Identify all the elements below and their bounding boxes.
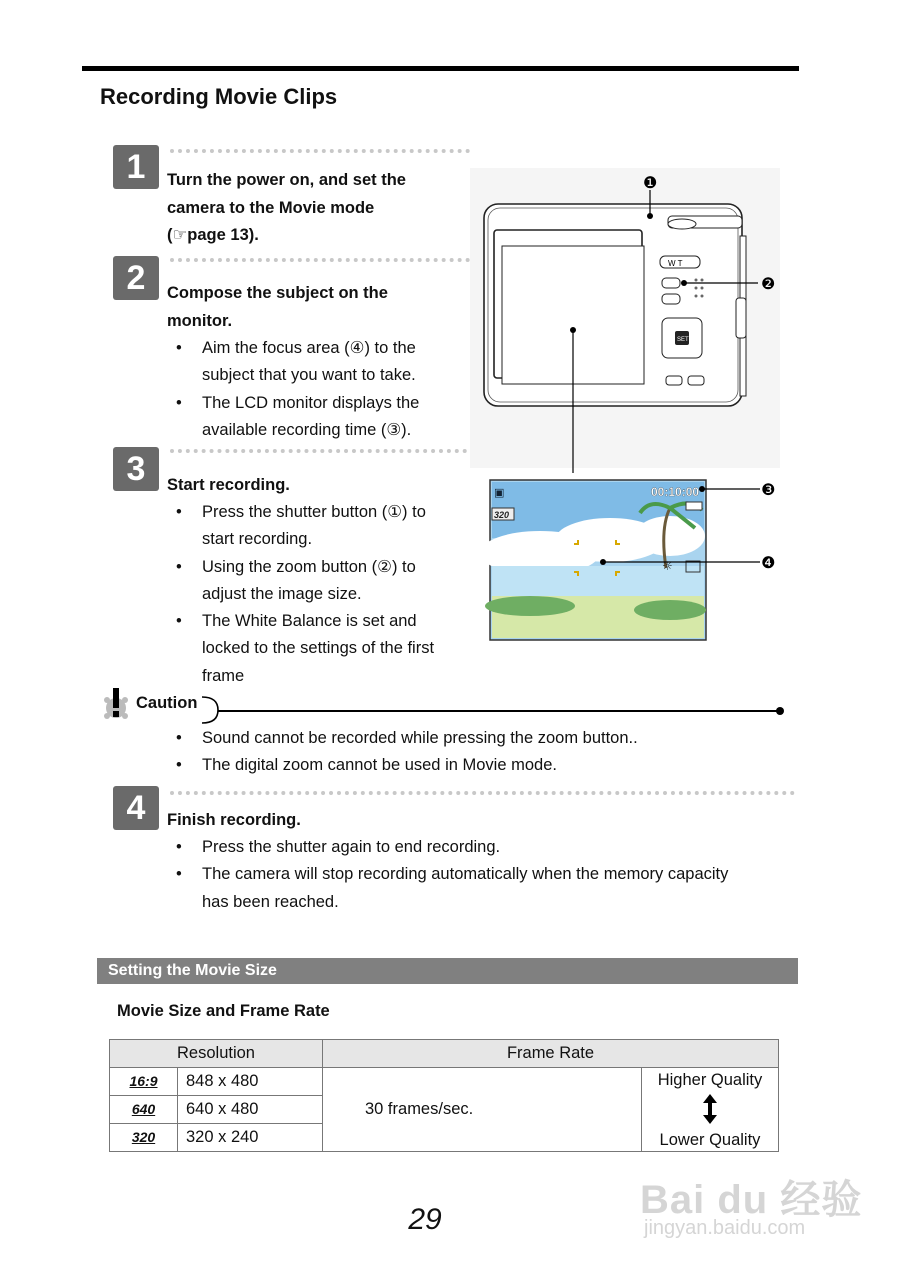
caution-icon	[104, 686, 132, 727]
size-640-icon: 640	[131, 1101, 156, 1117]
list-item: • Sound cannot be recorded while pressing the zoom button..	[168, 725, 788, 752]
size-320-icon: 320	[131, 1129, 156, 1145]
svg-text:320: 320	[494, 510, 510, 520]
movie-size-table	[109, 1039, 779, 1152]
step-number-2: 2	[113, 256, 159, 300]
step-number-3: 3	[113, 447, 159, 491]
list-item: • The White Balance is set and locked to the settings of the first frame	[168, 608, 468, 690]
header-resolution: Resolution	[110, 1040, 323, 1068]
table-row: 640 640 x 480	[110, 1096, 779, 1124]
list-item: • Press the shutter again to end recording.	[168, 834, 788, 861]
step-2-title: Compose the subject on the monitor.	[167, 284, 388, 330]
step-divider	[170, 258, 470, 262]
step-3-bullets	[168, 499, 468, 690]
caution-label: Caution	[136, 694, 198, 712]
table-header-row	[110, 1040, 779, 1068]
size-16-9-icon: 16:9	[129, 1073, 158, 1089]
list-item: • Using the zoom button (②) to adjust the image size.	[168, 554, 468, 609]
table-row: 16:9 848 x 480 30 frames/sec. Higher Quality Lower Quality	[110, 1068, 779, 1096]
video-camera-icon: ▣	[494, 486, 505, 499]
frame-rate-cell: 30 frames/sec.	[323, 1068, 642, 1152]
step-divider	[170, 449, 475, 453]
callout-4: ❹	[761, 553, 776, 572]
watermark-logo: Bai du 经验	[640, 1178, 863, 1222]
page-number: 29	[408, 1203, 442, 1236]
section-subheading: Movie Size and Frame Rate	[117, 1002, 330, 1020]
svg-text:00:10:00: 00:10:00	[651, 485, 700, 499]
caution-bullets	[168, 725, 788, 780]
header-rule	[82, 66, 799, 71]
hand-pointer-icon: ☞	[172, 226, 188, 244]
list-item: • The camera will stop recording automatically when the memory capacity has been reached.	[168, 861, 788, 916]
step-number-4: 4	[113, 786, 159, 830]
up-down-arrow-icon	[700, 1092, 720, 1131]
list-item: • The digital zoom cannot be used in Movie mode.	[168, 752, 788, 779]
step-1-title: Turn the power on, and set the camera to the Movie mode (☞page 13).	[167, 171, 406, 244]
step-4-title: Finish recording.	[167, 811, 301, 829]
step-divider	[170, 791, 795, 795]
step-3-title: Start recording.	[167, 476, 290, 494]
white-balance-icon: ☼	[662, 559, 673, 573]
callout-2: ❷	[761, 274, 776, 293]
step-number-1: 1	[113, 145, 159, 189]
step-2-bullets	[168, 335, 468, 444]
header-frame-rate: Frame Rate	[323, 1040, 779, 1068]
list-item: • The LCD monitor displays the available recording time (③).	[168, 390, 468, 445]
watermark-url: jingyan.baidu.com	[644, 1217, 806, 1239]
callout-1: ❶	[643, 173, 658, 192]
list-item: • Aim the focus area (④) to the subject that you want to take.	[168, 335, 468, 390]
quality-cell: Higher Quality Lower Quality	[642, 1068, 779, 1152]
section-header: Setting the Movie Size	[97, 958, 798, 984]
page-title: Recording Movie Clips	[100, 84, 338, 109]
step-divider	[170, 149, 470, 153]
step-4-bullets	[168, 834, 788, 916]
callout-3: ❸	[761, 480, 776, 499]
list-item: • Press the shutter button (①) to start recording.	[168, 499, 468, 554]
caution-rule	[200, 694, 790, 726]
svg-text:SET: SET	[677, 337, 689, 343]
table-row: 320 320 x 240	[110, 1124, 779, 1152]
svg-text:W T: W T	[668, 259, 683, 268]
camera-figure	[470, 168, 790, 658]
